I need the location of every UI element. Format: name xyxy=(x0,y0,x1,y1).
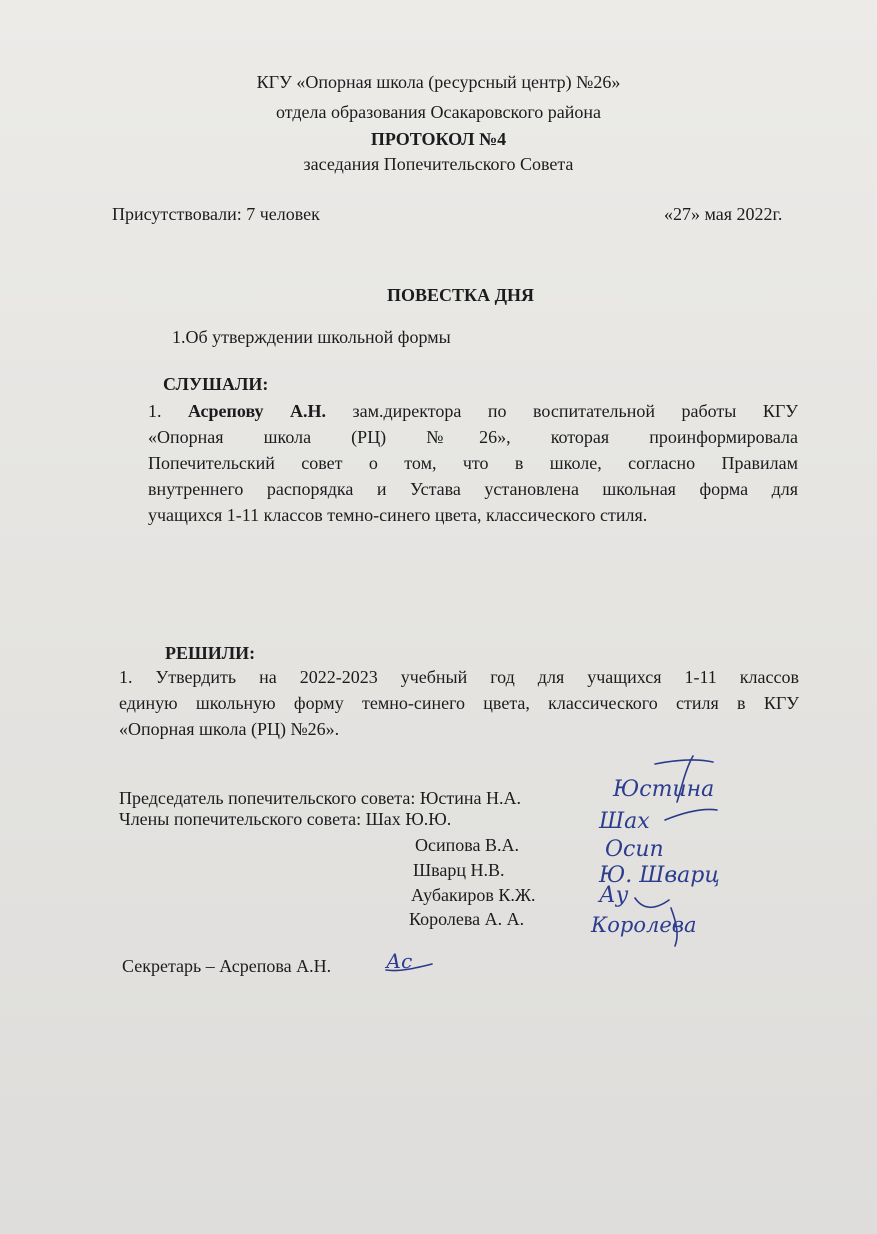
decided-line: 1. Утвердить на 2022-2023 учебный год для учащихся 1-11 классов xyxy=(119,667,799,687)
signature-member-1 xyxy=(598,809,717,834)
signature-member-5 xyxy=(590,908,697,946)
svg-text:Ау: Ау xyxy=(599,883,629,908)
listened-line: внутреннего распорядка и Устава установлена школьная форма для xyxy=(148,479,798,499)
svg-text:Шах: Шах xyxy=(599,809,650,834)
decided-heading: РЕШИЛИ: xyxy=(165,643,256,663)
member-name: Осипова В.А. xyxy=(415,835,520,855)
listened-paragraph xyxy=(148,398,798,528)
svg-text:Осип: Осип xyxy=(605,837,664,862)
org-line-1: КГУ «Опорная школа (ресурсный центр) №26» xyxy=(256,72,621,92)
org-line-2: отдела образования Осакаровского района xyxy=(275,102,601,122)
meeting-date: «27» мая 2022г. xyxy=(664,204,783,224)
listened-line: Попечительский совет о том, что в школе, согласно Правилам xyxy=(148,453,798,473)
listened-heading: СЛУШАЛИ: xyxy=(163,374,269,394)
listened-line: «Опорная школа (РЦ) №26», которая проинформировала xyxy=(148,427,798,447)
signature-member-2 xyxy=(605,837,664,862)
secretary-line: Секретарь – Асрепова А.Н. xyxy=(122,956,332,976)
decided-paragraph xyxy=(119,664,799,742)
member-name: Аубакиров К.Ж. xyxy=(411,885,536,905)
protocol-title: ПРОТОКОЛ №4 xyxy=(370,129,507,149)
decided-line: единую школьную форму темно-синего цвета, классического стиля в КГУ xyxy=(119,693,799,713)
listened-line: 1. Асрепову А.Н. зам.директора по воспитательной работы КГУ xyxy=(148,401,799,421)
decided-line: «Опорная школа (РЦ) №26». xyxy=(119,719,340,739)
agenda-item: 1.Об утверждении школьной формы xyxy=(172,327,451,347)
speaker-name: Асрепову А.Н. xyxy=(187,401,327,421)
svg-text:Королева: Королева xyxy=(591,913,697,937)
svg-text:Ю. Шварц: Ю. Шварц xyxy=(599,863,720,888)
member-name: Королева А. А. xyxy=(409,909,525,929)
agenda-heading: ПОВЕСТКА ДНЯ xyxy=(387,285,534,305)
chair-line: Председатель попечительского совета: Юстина Н.А. xyxy=(119,788,521,808)
protocol-subtitle: заседания Попечительского Совета xyxy=(303,154,574,174)
member-name: Шварц Н.В. xyxy=(413,860,505,880)
attendance: Присутствовали: 7 человек xyxy=(112,204,320,224)
listened-line: учащихся 1-11 классов темно-синего цвета, классического стиля. xyxy=(148,505,648,525)
members-label: Члены попечительского совета: Шах Ю.Ю. xyxy=(119,809,452,829)
signature-secretary xyxy=(380,942,440,978)
signature-chair xyxy=(612,756,714,802)
signatures-block xyxy=(585,750,725,950)
svg-text:Ас: Ас xyxy=(386,949,413,973)
svg-text:Юстина: Юстина xyxy=(613,777,715,802)
